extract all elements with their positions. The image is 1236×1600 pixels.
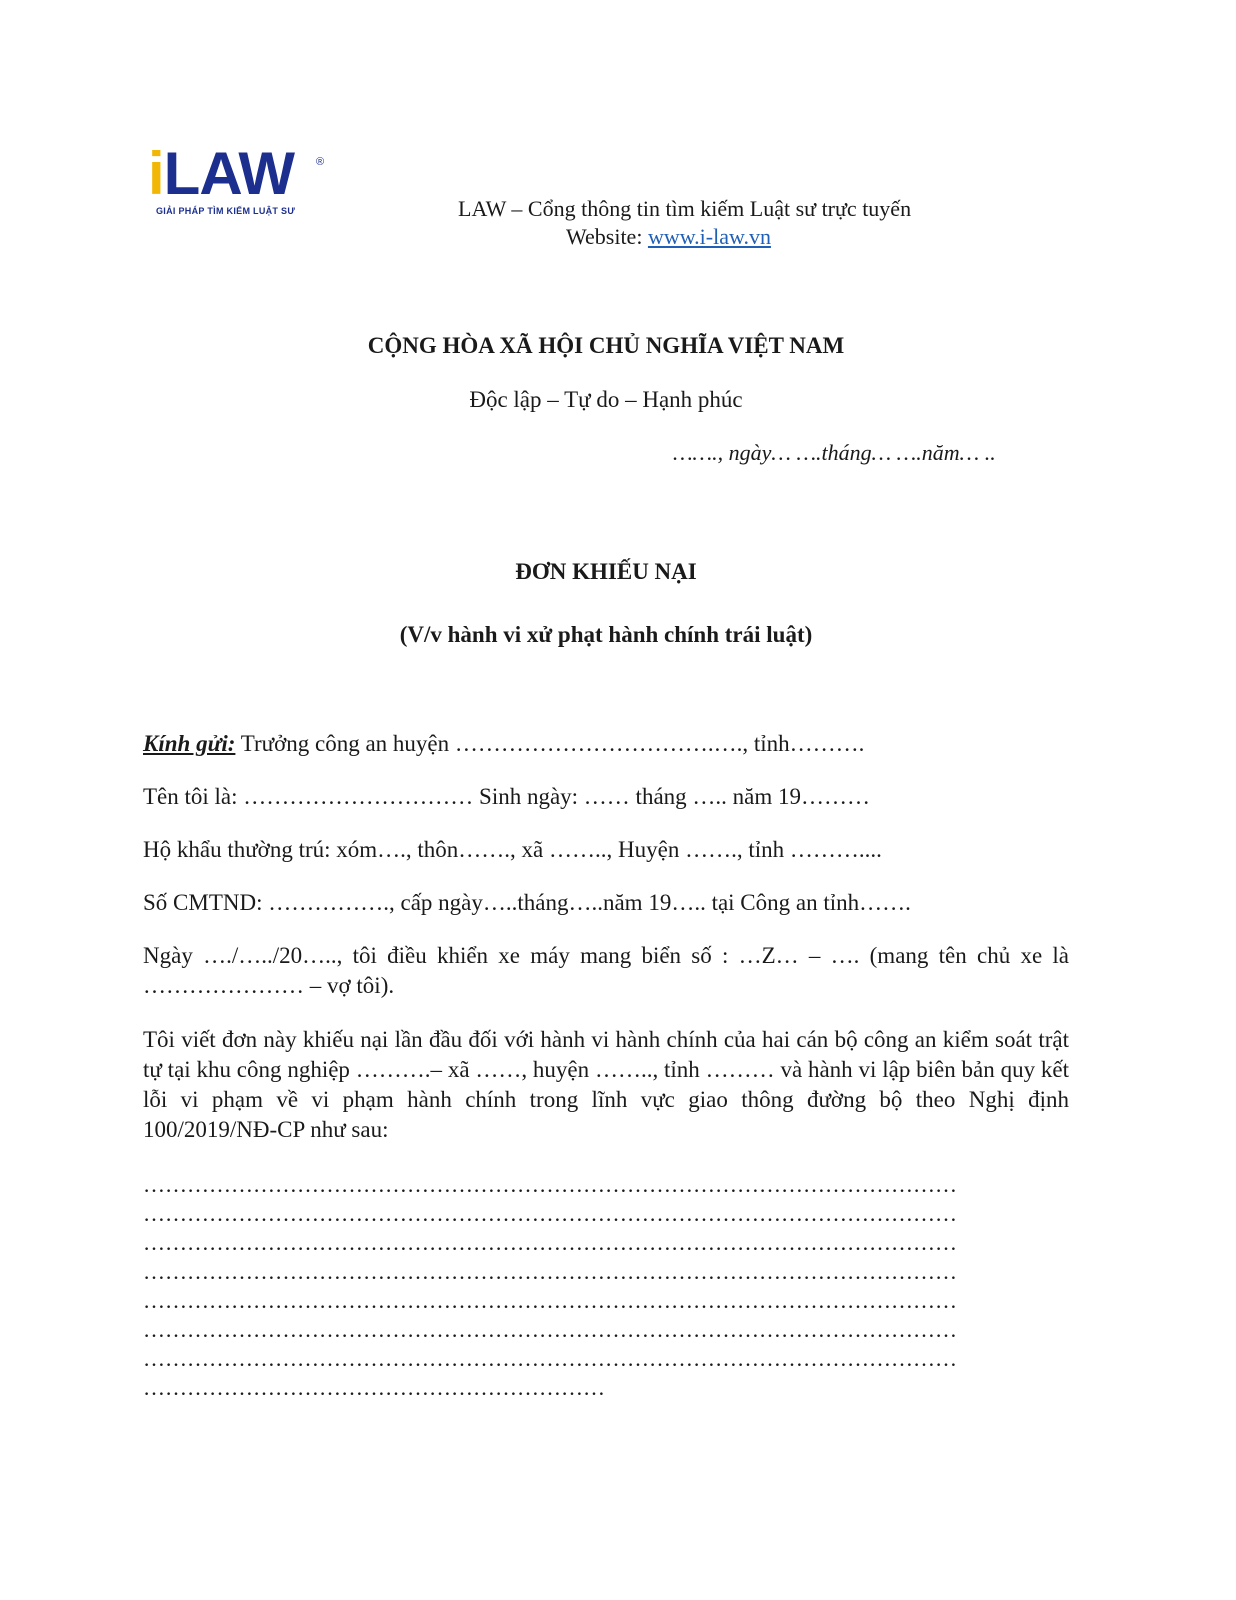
- dotted-line: …………………………………………………………………………………………………: [143, 1347, 957, 1371]
- recipient-text: Trưởng công an huyện …………………………….…., tỉnh……….: [235, 731, 865, 756]
- nation-heading: CỘNG HÒA XÃ HỘI CHỦ NGHĨA VIỆT NAM: [367, 333, 845, 358]
- portal-header: LAW – Cổng thông tin tìm kiếm Luật sư trực tuyến: [458, 196, 912, 221]
- residence-field: Hộ khẩu thường trú: xóm…., thôn……., xã …….., Huyện ……., tỉnh ………....: [143, 837, 882, 862]
- website-link[interactable]: www.i-law.vn: [647, 224, 771, 249]
- logo-tagline: GIẢI PHÁP TÌM KIẾM LUẬT SƯ: [156, 206, 296, 216]
- name-field: Tên tôi là: ………………………… Sinh ngày: …… tháng ….. năm 19………: [143, 784, 871, 809]
- logo-i-letter: i: [148, 140, 164, 207]
- national-motto: Độc lập – Tự do – Hạnh phúc: [469, 387, 743, 412]
- id-card-field: Số CMTND: ……………., cấp ngày…..tháng…..năm 19….. tại Công an tỉnh…….: [143, 890, 911, 915]
- dotted-line: …………………………………………………………………………………………………: [143, 1173, 957, 1197]
- document-title: ĐƠN KHIẾU NẠI: [515, 559, 697, 584]
- dotted-line: …………………………………………………………………………………………………: [143, 1260, 957, 1284]
- registered-mark: ®: [316, 156, 325, 168]
- date-line: ……., ngày… ….tháng… ….năm… ..: [673, 440, 996, 465]
- document-subtitle: (V/v hành vi xử phạt hành chính trái luật): [399, 622, 813, 647]
- recipient-label: Kính gửi:: [143, 731, 236, 756]
- logo-wordmark: [148, 142, 294, 206]
- dotted-line: …………………………………………………………………………………………………: [143, 1289, 957, 1313]
- dotted-line: …………………………………………………………………………………………………: [143, 1318, 957, 1342]
- dotted-line: …………………………………………………………………………………………………: [143, 1231, 957, 1255]
- vehicle-field: Ngày …./…../20….., tôi điều khiển xe máy mang biển số : …Z… – …. (mang tên chủ xe là ………………… – vợ tôi).: [143, 943, 1069, 998]
- recipient-line: [143, 729, 1069, 759]
- body-paragraph: Tôi viết đơn này khiếu nại lần đầu đối với hành vi hành chính của hai cán bộ công an kiểm soát trật tự tại khu công nghiệp ……….– xã ……, huyện …….., tỉnh ……… và hành vi lập biên bản quy kết lỗi vi phạm về vi phạm hành chính trong lĩnh vực giao thông đường bộ theo Nghị định 100/2019/NĐ-CP như sau:: [143, 1027, 1069, 1142]
- ilaw-logo: [148, 142, 328, 222]
- dotted-line: ………………………………………………………: [143, 1376, 605, 1400]
- dotted-line: …………………………………………………………………………………………………: [143, 1202, 957, 1226]
- logo-law-letters: LAW: [163, 140, 294, 207]
- website-label: Website:: [566, 224, 648, 249]
- website-line: [566, 224, 771, 250]
